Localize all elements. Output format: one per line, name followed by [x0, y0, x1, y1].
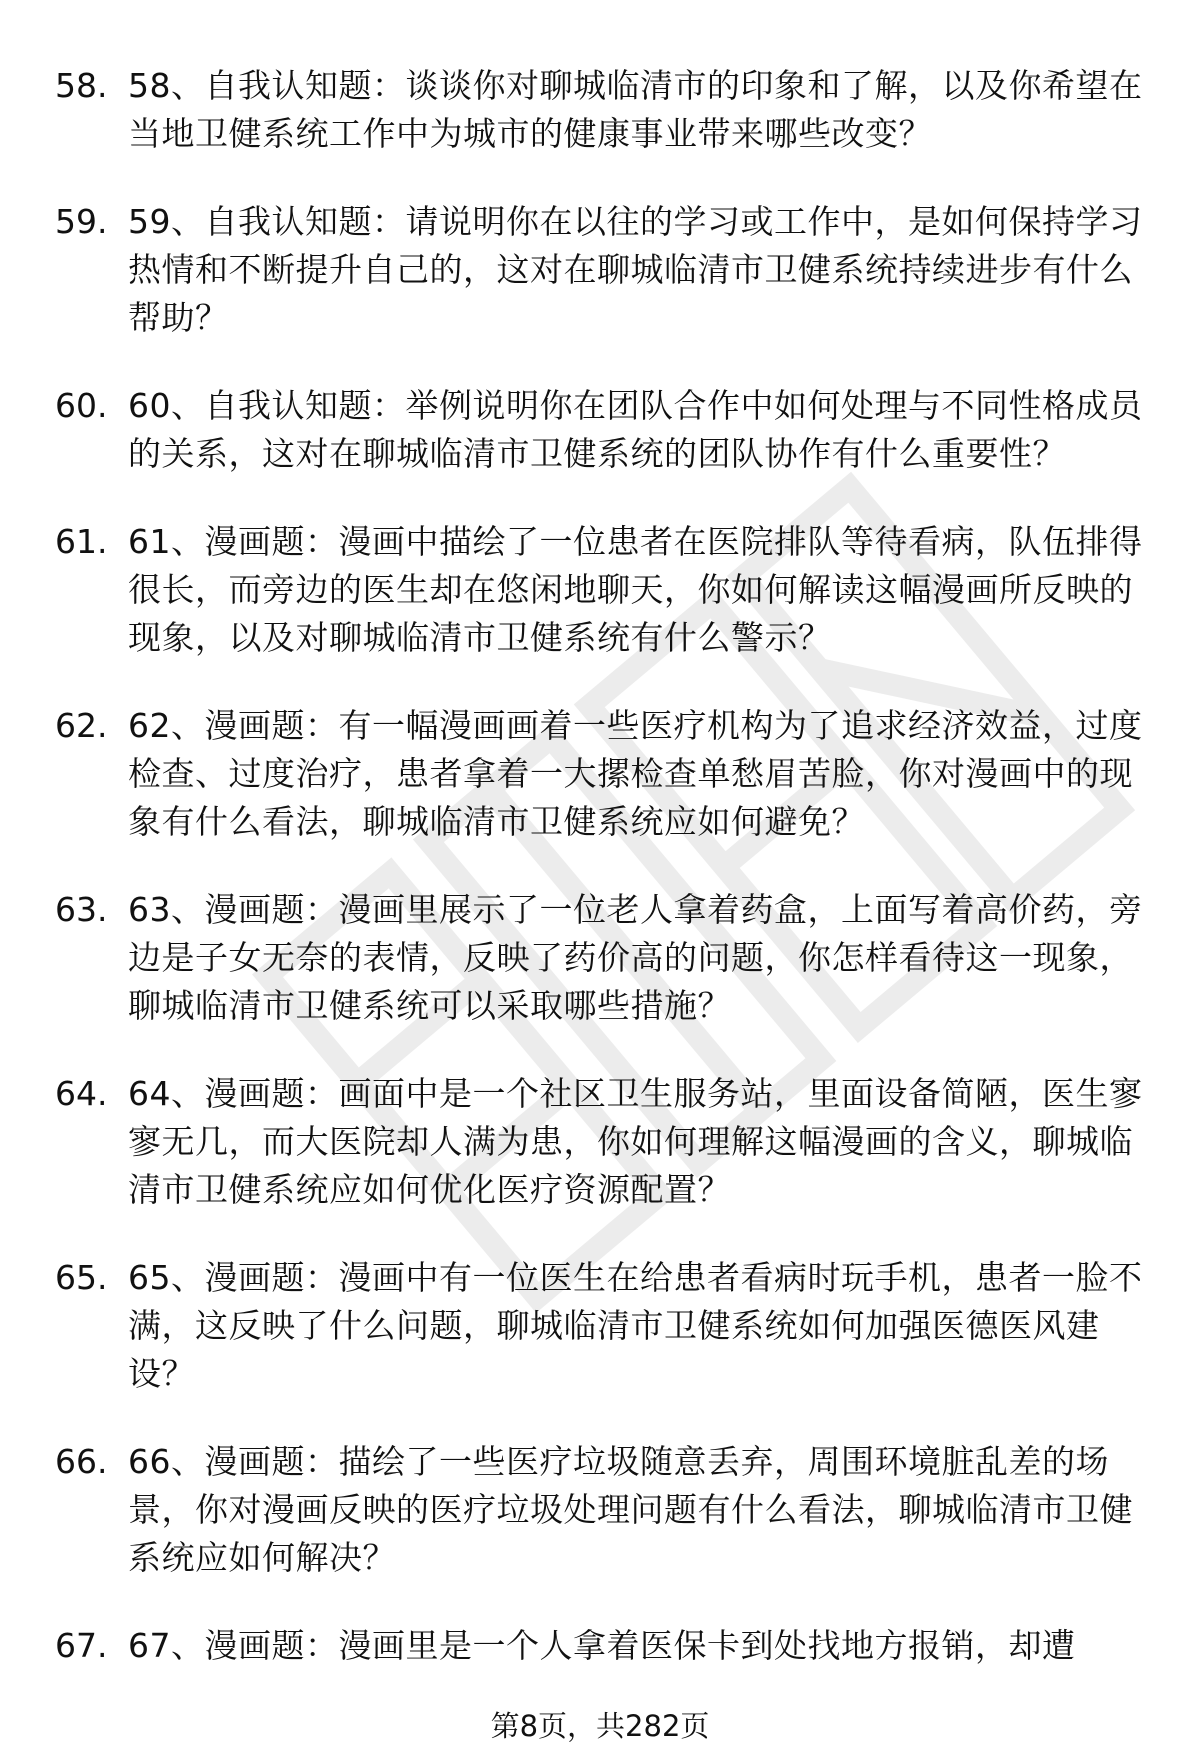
- list-item: [0, 1438, 1200, 1582]
- list-item: [0, 886, 1200, 1030]
- list-item: [0, 1622, 1200, 1670]
- item-text: 63、漫画题：漫画里展示了一位老人拿着药盒，上面写着高价药，旁边是子女无奈的表情，反映了药价高的问题，你怎样看待这一现象，聊城临清市卫健系统可以采取哪些措施？: [128, 890, 1143, 1025]
- item-number: 62.: [55, 706, 108, 745]
- item-text: 64、漫画题：画面中是一个社区卫生服务站，里面设备简陋，医生寥寥无几，而大医院却人满为患，你如何理解这幅漫画的含义，聊城临清市卫健系统应如何优化医疗资源配置？: [128, 1074, 1143, 1209]
- item-text: 62、漫画题：有一幅漫画画着一些医疗机构为了追求经济效益，过度检查、过度治疗，患者拿着一大摞检查单愁眉苦脸，你对漫画中的现象有什么看法，聊城临清市卫健系统应如何避免？: [128, 706, 1143, 841]
- list-item: [0, 62, 1200, 158]
- list-item: [0, 1254, 1200, 1398]
- item-text: 66、漫画题：描绘了一些医疗垃圾随意丢弃，周围环境脏乱差的场景，你对漫画反映的医疗垃圾处理问题有什么看法，聊城临清市卫健系统应如何解决？: [128, 1442, 1133, 1577]
- list-item: [0, 518, 1200, 662]
- item-text: 60、自我认知题：举例说明你在团队合作中如何处理与不同性格成员的关系，这对在聊城临清市卫健系统的团队协作有什么重要性？: [128, 386, 1143, 473]
- question-list: [0, 62, 1200, 1710]
- list-item: [0, 382, 1200, 478]
- item-text: 65、漫画题：漫画中有一位医生在给患者看病时玩手机，患者一脸不满，这反映了什么问题，聊城临清市卫健系统如何加强医德医风建设？: [128, 1258, 1143, 1393]
- item-number: 67.: [55, 1626, 108, 1665]
- list-item: [0, 1070, 1200, 1214]
- item-number: 63.: [55, 890, 108, 929]
- item-number: 61.: [55, 522, 108, 561]
- item-text: 58、自我认知题：谈谈你对聊城临清市的印象和了解，以及你希望在当地卫健系统工作中为城市的健康事业带来哪些改变？: [128, 66, 1143, 153]
- item-text: 67、漫画题：漫画里是一个人拿着医保卡到处找地方报销，却遭: [128, 1626, 1076, 1665]
- item-number: 59.: [55, 202, 108, 241]
- item-text: 61、漫画题：漫画中描绘了一位患者在医院排队等待看病，队伍排得很长，而旁边的医生却在悠闲地聊天，你如何解读这幅漫画所反映的现象，以及对聊城临清市卫健系统有什么警示？: [128, 522, 1143, 657]
- list-item: [0, 198, 1200, 342]
- item-number: 65.: [55, 1258, 108, 1297]
- item-number: 66.: [55, 1442, 108, 1481]
- item-number: 58.: [55, 66, 108, 105]
- item-number: 60.: [55, 386, 108, 425]
- item-text: 59、自我认知题：请说明你在以往的学习或工作中，是如何保持学习热情和不断提升自己的，这对在聊城临清市卫健系统持续进步有什么帮助？: [128, 202, 1143, 337]
- list-item: [0, 702, 1200, 846]
- item-number: 64.: [55, 1074, 108, 1113]
- page-footer: 第8页，共282页: [490, 1709, 710, 1743]
